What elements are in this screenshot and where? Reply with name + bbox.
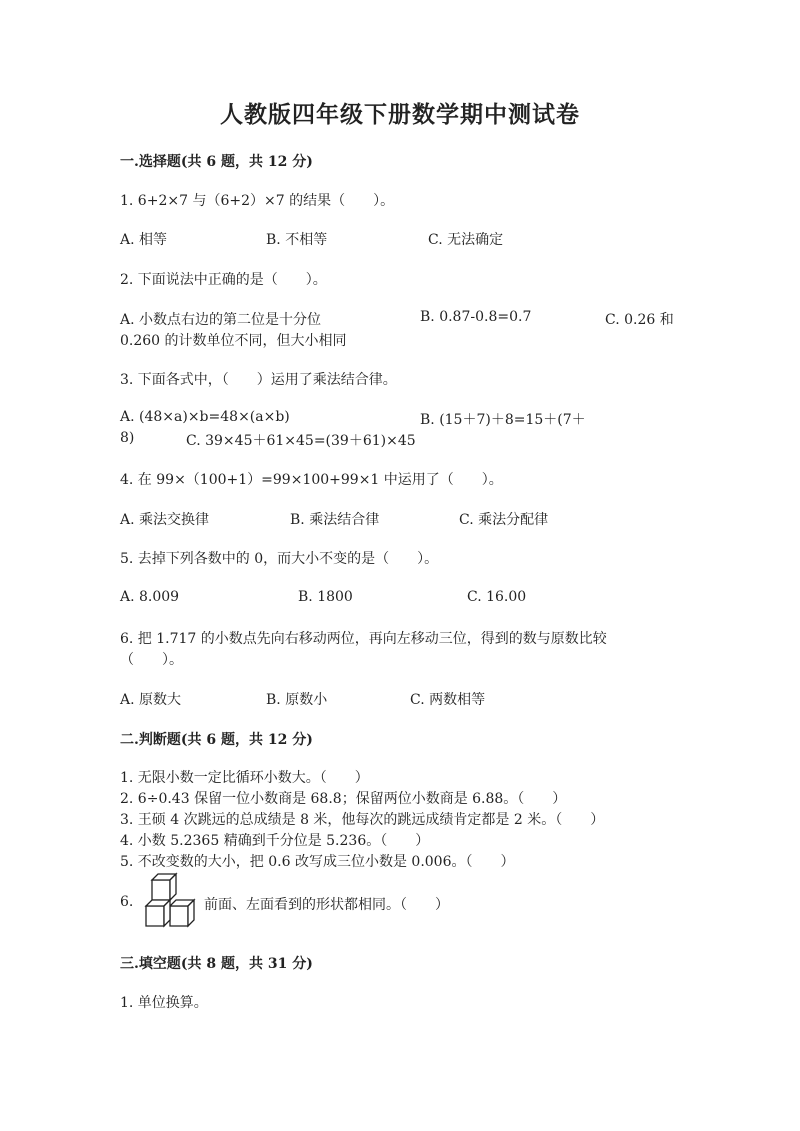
judgement-item-3: 3. 王硕 4 次跳远的总成绩是 8 米，他每次的跳远成绩肯定都是 2 米。（ ） (120, 812, 605, 828)
judgement-item-6-text: 前面、左面看到的形状都相同。（ ） (204, 897, 449, 913)
option-a: A. 小数点右边的第二位是十分位 (120, 312, 322, 328)
option-a: A. (48×a)×b=48×(a×b) (120, 409, 290, 425)
question-6: 6. 把 1.717 的小数点先向右移动两位，再向左移动三位，得到的数与原数比较 (120, 631, 607, 647)
option-c-continued: 0.260 的计数单位不同，但大小相同 (120, 333, 347, 349)
question-2: 2. 下面说法中正确的是（ ）。 (120, 272, 327, 288)
section-heading-fill-in: 三.填空题(共 8 题，共 31 分) (120, 956, 313, 972)
option-b: B. 乘法结合律 (290, 512, 380, 528)
section-heading-judgement: 二.判断题(共 6 题，共 12 分) (120, 732, 313, 748)
option-b-continued: 8) (120, 430, 135, 446)
option-a: A. 相等 (120, 232, 168, 248)
question-4: 4. 在 99×（100+1）=99×100+99×1 中运用了（ ）。 (120, 472, 503, 488)
cube-stack-figure (140, 872, 202, 930)
question-1: 1. 6+2×7 与（6+2）×7 的结果（ ）。 (120, 193, 395, 209)
option-c: C. 两数相等 (410, 692, 486, 708)
judgement-item-5: 5. 不改变数的大小，把 0.6 改写成三位小数是 0.006。（ ） (120, 854, 515, 870)
judgement-item-6-number: 6. (120, 894, 134, 910)
judgement-item-2: 2. 6÷0.43 保留一位小数商是 68.8；保留两位小数商是 6.88。（ ） (120, 791, 567, 807)
judgement-item-4: 4. 小数 5.2365 精确到千分位是 5.236。（ ） (120, 833, 430, 849)
question-5: 5. 去掉下列各数中的 0，而大小不变的是（ ）。 (120, 551, 439, 567)
question-3: 3. 下面各式中，（ ）运用了乘法结合律。 (120, 372, 397, 388)
option-b: B. (15＋7)＋8=15＋(7＋ (420, 412, 586, 428)
option-a: A. 乘法交换律 (120, 512, 210, 528)
option-c: C. 16.00 (467, 589, 527, 605)
option-a: A. 原数大 (120, 692, 182, 708)
judgement-item-1: 1. 无限小数一定比循环小数大。（ ） (120, 770, 369, 786)
option-b: B. 原数小 (266, 692, 328, 708)
option-c: C. 无法确定 (428, 232, 504, 248)
page-title: 人教版四年级下册数学期中测试卷 (220, 101, 580, 128)
option-b: B. 0.87-0.8=0.7 (420, 309, 532, 325)
fill-in-question-1: 1. 单位换算。 (120, 995, 208, 1011)
option-b: B. 不相等 (266, 232, 328, 248)
option-b: B. 1800 (298, 589, 353, 605)
option-c: C. 乘法分配律 (459, 512, 549, 528)
option-c: C. 39×45＋61×45=(39＋61)×45 (186, 433, 416, 449)
option-a: A. 8.009 (120, 589, 180, 605)
section-heading-choice: 一.选择题(共 6 题，共 12 分) (120, 154, 313, 170)
question-6-continued: （ ）。 (120, 652, 183, 668)
option-c: C. 0.26 和 (605, 312, 674, 328)
